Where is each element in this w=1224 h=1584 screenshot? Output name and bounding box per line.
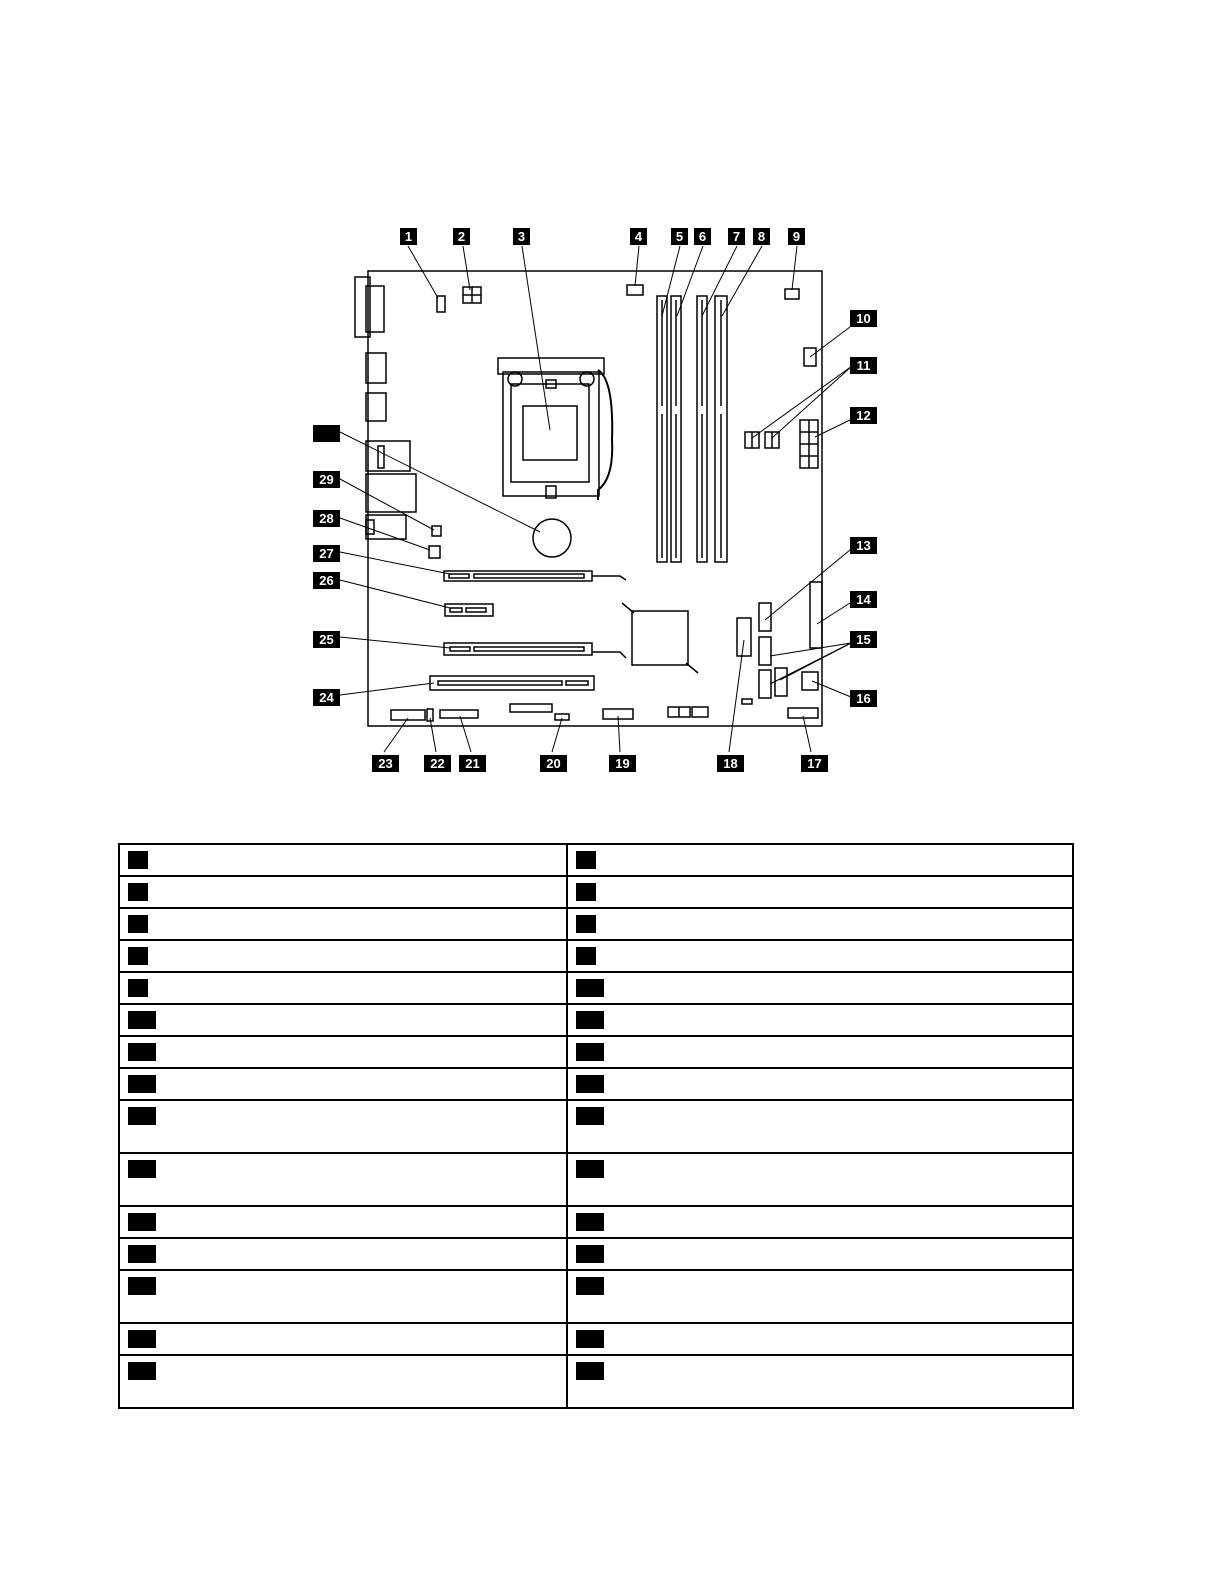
- legend-row: [119, 1238, 1073, 1270]
- callout-23: [372, 755, 399, 772]
- legend-cell-right: [567, 908, 1073, 940]
- legend-row: [119, 876, 1073, 908]
- callout-20: [540, 755, 567, 772]
- legend-cell-left: [119, 972, 567, 1004]
- callout-number: 15: [856, 632, 871, 647]
- legend-key-marker: [576, 851, 596, 869]
- callout-number: 24: [319, 690, 334, 705]
- legend-key-marker: [576, 883, 596, 901]
- callout-number: 1: [404, 229, 413, 244]
- legend-cell-right: [567, 1100, 1073, 1153]
- legend-key-marker: [128, 1362, 156, 1380]
- callout-13: [850, 537, 877, 554]
- connectors-11: [745, 432, 779, 448]
- dimm-slots: [657, 296, 727, 562]
- legend-cell-left: [119, 908, 567, 940]
- legend-row: [119, 1068, 1073, 1100]
- legend-row: [119, 972, 1073, 1004]
- legend-key-marker: [128, 947, 148, 965]
- legend-cell-right: [567, 940, 1073, 972]
- legend-key-marker: [128, 915, 148, 933]
- connector-18: [737, 618, 751, 656]
- legend-cell-right: [567, 1068, 1073, 1100]
- legend-row: [119, 1206, 1073, 1238]
- legend-cell-right: [567, 1355, 1073, 1408]
- legend-cell-right: [567, 1153, 1073, 1206]
- legend-cell-left: [119, 1323, 567, 1355]
- callout-number: 21: [465, 756, 480, 771]
- legend-row: [119, 844, 1073, 876]
- legend-key-marker: [128, 1043, 156, 1061]
- legend-row: [119, 940, 1073, 972]
- legend-key-marker: [576, 1245, 604, 1263]
- power-connector-12: [800, 420, 818, 468]
- pcie-slot-25: [444, 643, 626, 658]
- callout-number: 22: [430, 756, 445, 771]
- callout-number: 2: [457, 229, 466, 244]
- callout-number: 7: [732, 229, 741, 244]
- legend-cell-left: [119, 1238, 567, 1270]
- callout-9: [788, 228, 805, 245]
- legend-cell-right: [567, 1238, 1073, 1270]
- legend-cell-right: [567, 876, 1073, 908]
- callout-number: 19: [615, 756, 630, 771]
- legend-key-marker: [128, 1107, 156, 1125]
- legend-key-marker: [576, 1330, 604, 1348]
- callout-6: [694, 228, 711, 245]
- legend-cell-right: [567, 972, 1073, 1004]
- legend-cell-left: [119, 1036, 567, 1068]
- legend-row: [119, 908, 1073, 940]
- callout-10: [850, 310, 877, 327]
- legend-cell-right: [567, 1270, 1073, 1323]
- callout-number: 28: [319, 511, 334, 526]
- callout-number: 5: [675, 229, 684, 244]
- legend-key-marker: [576, 915, 596, 933]
- callout-number: 12: [856, 408, 871, 423]
- board-outline: [368, 271, 822, 726]
- callout-4: [630, 228, 647, 245]
- legend-row: [119, 1323, 1073, 1355]
- header-4: [627, 285, 643, 295]
- callout-18: [717, 755, 744, 772]
- legend-key-marker: [576, 1362, 604, 1380]
- callout-8: [753, 228, 770, 245]
- legend-row: [119, 1100, 1073, 1153]
- rear-io-ports: [355, 277, 416, 539]
- callout-21: [459, 755, 486, 772]
- legend-cell-right: [567, 844, 1073, 876]
- callout-11: [850, 357, 877, 374]
- callout-number: 23: [378, 756, 393, 771]
- callout-number: 10: [856, 311, 871, 326]
- callout-box: [313, 425, 340, 442]
- header-28: [429, 546, 440, 558]
- legend-key-marker: [128, 1011, 156, 1029]
- callout-28: [313, 510, 340, 527]
- callout-number: 14: [856, 592, 871, 607]
- callout-16: [850, 690, 877, 707]
- legend-key-marker: [576, 1213, 604, 1231]
- callout-number: 17: [807, 756, 822, 771]
- legend-key-marker: [576, 1277, 604, 1295]
- callout-number: 26: [319, 573, 334, 588]
- legend-key-marker: [576, 1043, 604, 1061]
- callout-1: [400, 228, 417, 245]
- header-29: [432, 526, 441, 536]
- legend-row: [119, 1036, 1073, 1068]
- callout-labels: [313, 228, 877, 772]
- callout-number: 20: [546, 756, 561, 771]
- legend-cell-left: [119, 1153, 567, 1206]
- legend-cell-left: [119, 844, 567, 876]
- pcie-slot-26: [445, 604, 493, 616]
- callout-2: [453, 228, 470, 245]
- connector-14: [810, 582, 822, 648]
- callout-number: 13: [856, 538, 871, 553]
- legend-cell-right: [567, 1036, 1073, 1068]
- callout-14: [850, 591, 877, 608]
- chipset-area: [622, 603, 698, 673]
- callout-number: 18: [723, 756, 738, 771]
- callout-17: [801, 755, 828, 772]
- legend-row: [119, 1004, 1073, 1036]
- bottom-connector: [510, 704, 552, 712]
- connector-16: [802, 672, 818, 690]
- sata-15: [759, 637, 787, 698]
- legend-key-marker: [576, 947, 596, 965]
- legend-cell-left: [119, 1270, 567, 1323]
- legend-row: [119, 1270, 1073, 1323]
- legend-key-marker: [128, 883, 148, 901]
- callout-number: 25: [319, 632, 334, 647]
- legend-cell-right: [567, 1004, 1073, 1036]
- callout-number: 8: [757, 229, 766, 244]
- legend-cell-left: [119, 1068, 567, 1100]
- legend-table: [118, 843, 1074, 1409]
- callout-number: 9: [792, 229, 801, 244]
- legend-cell-left: [119, 876, 567, 908]
- legend-cell-right: [567, 1206, 1073, 1238]
- callout-30: [313, 425, 340, 442]
- legend-cell-left: [119, 940, 567, 972]
- legend-key-marker: [128, 1160, 156, 1178]
- legend-cell-left: [119, 1355, 567, 1408]
- power-connector-4pin: [463, 287, 481, 303]
- callout-7: [728, 228, 745, 245]
- cpu-socket: [498, 358, 612, 500]
- callout-19: [609, 755, 636, 772]
- callout-3: [513, 228, 530, 245]
- legend-key-marker: [128, 1277, 156, 1295]
- legend-row: [119, 1153, 1073, 1206]
- legend-key-marker: [576, 1160, 604, 1178]
- legend-key-marker: [128, 1245, 156, 1263]
- callout-number: 3: [517, 229, 526, 244]
- legend-cell-right: [567, 1323, 1073, 1355]
- legend-key-marker: [576, 1107, 604, 1125]
- legend-key-marker: [576, 979, 604, 997]
- legend-row: [119, 1355, 1073, 1408]
- header-1: [437, 296, 445, 312]
- pci-slot-24: [430, 676, 594, 690]
- header-21: [440, 710, 478, 718]
- legend-key-marker: [128, 851, 148, 869]
- legend-key-marker: [128, 979, 148, 997]
- callout-27: [313, 545, 340, 562]
- legend-cell-left: [119, 1206, 567, 1238]
- callout-number: 16: [856, 691, 871, 706]
- callout-12: [850, 407, 877, 424]
- headers-bottom-mid: [668, 707, 708, 717]
- legend-key-marker: [128, 1213, 156, 1231]
- callout-26: [313, 572, 340, 589]
- legend-cell-left: [119, 1004, 567, 1036]
- callout-24: [313, 689, 340, 706]
- callout-29: [313, 471, 340, 488]
- callout-number: 11: [856, 358, 871, 373]
- legend-key-marker: [128, 1075, 156, 1093]
- legend-key-marker: [576, 1075, 604, 1093]
- header-9: [785, 289, 799, 299]
- small-jumper: [742, 699, 752, 704]
- legend-key-marker: [576, 1011, 604, 1029]
- callout-number: 27: [319, 546, 334, 561]
- callout-22: [424, 755, 451, 772]
- callout-number: 29: [319, 472, 334, 487]
- callout-25: [313, 631, 340, 648]
- battery: [533, 519, 571, 557]
- callout-15: [850, 631, 877, 648]
- callout-number: 4: [634, 229, 643, 244]
- pcie-slot-27: [444, 571, 626, 581]
- legend-key-marker: [128, 1330, 156, 1348]
- callout-number: 6: [698, 229, 707, 244]
- callout-5: [671, 228, 688, 245]
- legend-cell-left: [119, 1100, 567, 1153]
